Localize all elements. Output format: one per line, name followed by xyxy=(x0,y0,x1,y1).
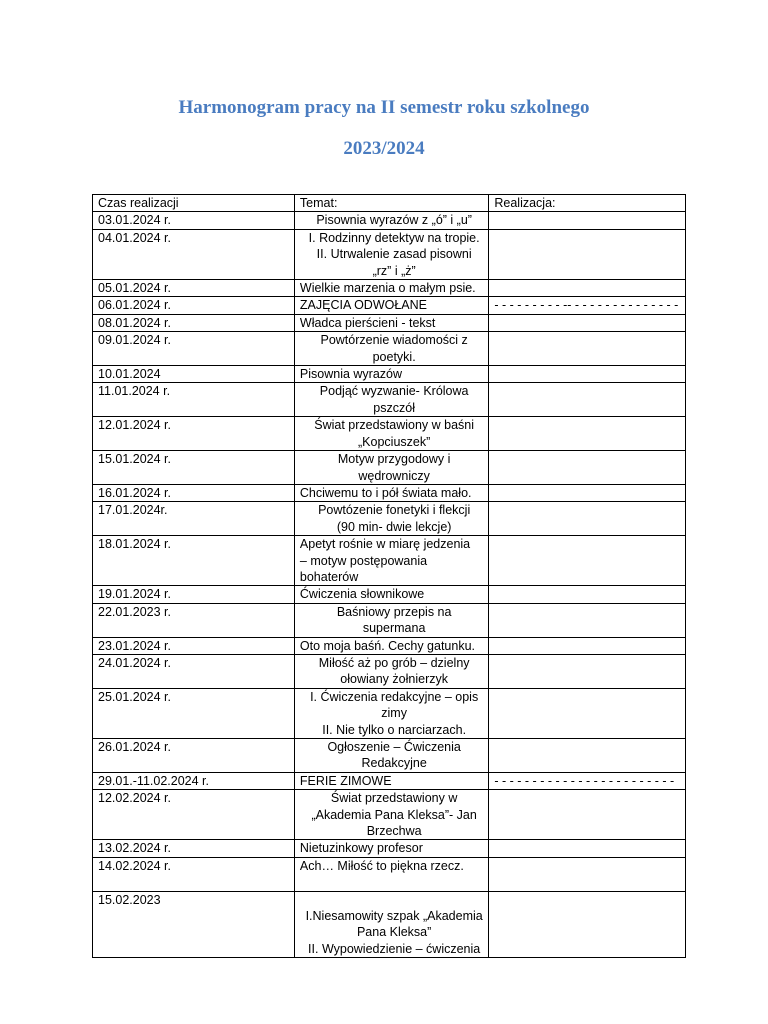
topic-line: Redakcyjne xyxy=(361,756,427,771)
page-subtitle-year: 2023/2024 xyxy=(343,138,425,159)
topic-line: I.Niesamowity szpak „Akademia xyxy=(305,909,483,924)
row-realization xyxy=(489,654,686,688)
row-realization xyxy=(489,790,686,840)
row-topic xyxy=(294,383,488,417)
row-date: 15.02.2023 xyxy=(93,891,295,958)
row-realization xyxy=(489,332,686,366)
row-realization: - - - - - - - - - -- - - - - - - - - - - - - - - xyxy=(489,297,686,314)
row-topic xyxy=(294,502,488,536)
table-row xyxy=(93,772,686,789)
topic-line: II. Utrwalenie zasad pisowni xyxy=(316,247,472,262)
row-topic xyxy=(294,790,488,840)
row-date: 06.01.2024 r. xyxy=(93,297,295,314)
row-date: 29.01.-11.02.2024 r. xyxy=(93,772,295,789)
row-topic xyxy=(294,603,488,637)
table-row xyxy=(93,212,686,229)
topic-line: I. Ćwiczenia redakcyjne – opis xyxy=(310,689,479,704)
topic-line: Świat przedstawiony w baśni xyxy=(314,418,475,433)
table-row xyxy=(93,586,686,603)
row-realization xyxy=(489,603,686,637)
row-topic xyxy=(294,280,488,297)
topic-line: poetyki. xyxy=(372,349,416,364)
row-topic xyxy=(294,484,488,501)
table-row xyxy=(93,451,686,485)
topic-line: „rz” i „ż” xyxy=(372,263,416,278)
topic-line: wędrowniczy xyxy=(358,468,430,483)
topic-line: (90 min- dwie lekcje) xyxy=(336,519,452,534)
table-row xyxy=(93,366,686,383)
row-topic xyxy=(294,314,488,331)
table-row xyxy=(93,857,686,891)
row-date: 15.01.2024 r. xyxy=(93,451,295,485)
topic-line xyxy=(300,874,488,890)
row-realization xyxy=(489,739,686,773)
topic-line: supermana xyxy=(362,621,426,636)
row-topic xyxy=(294,212,488,229)
topic-line: I. Rodzinny detektyw na tropie. xyxy=(308,230,480,245)
table-row xyxy=(93,654,686,688)
table-row xyxy=(93,840,686,857)
table-row xyxy=(93,383,686,417)
row-date: 12.02.2024 r. xyxy=(93,790,295,840)
topic-line: Pisownia wyrazów xyxy=(299,367,403,382)
topic-line: „Akademia Pana Kleksa”- Jan xyxy=(311,807,477,822)
row-date: 23.01.2024 r. xyxy=(93,637,295,654)
topic-line: zimy xyxy=(381,706,407,721)
row-realization xyxy=(489,366,686,383)
table-row xyxy=(93,297,686,314)
topic-line: Apetyt rośnie w miarę jedzenia xyxy=(299,537,471,552)
topic-line: Oto moja baśń. Cechy gatunku. xyxy=(299,638,476,653)
row-date: 11.01.2024 r. xyxy=(93,383,295,417)
schedule-table xyxy=(92,194,686,958)
topic-line: Pisownia wyrazów z „ó” i „u” xyxy=(316,213,472,228)
table-row xyxy=(93,314,686,331)
topic-line: – motyw postępowania xyxy=(299,553,428,568)
row-realization xyxy=(489,229,686,279)
row-date: 22.01.2023 r. xyxy=(93,603,295,637)
row-realization xyxy=(489,280,686,297)
row-date: 25.01.2024 r. xyxy=(93,688,295,738)
row-realization xyxy=(489,451,686,485)
topic-line: Brzechwa xyxy=(366,824,422,839)
topic-line: II. Nie tylko o narciarzach. xyxy=(322,722,467,737)
row-topic xyxy=(294,451,488,485)
row-topic xyxy=(294,857,488,891)
row-topic xyxy=(294,536,488,586)
row-date: 08.01.2024 r. xyxy=(93,314,295,331)
topic-line: Ach… Miłość to piękna rzecz. xyxy=(299,858,464,873)
topic-line: Wielkie marzenia o małym psie. xyxy=(299,281,476,296)
topic-line: Władca pierścieni - tekst xyxy=(299,315,436,330)
topic-line: Świat przedstawiony w xyxy=(330,791,458,806)
row-realization xyxy=(489,891,686,958)
row-date: 16.01.2024 r. xyxy=(93,484,295,501)
row-topic xyxy=(294,229,488,279)
row-topic xyxy=(294,688,488,738)
row-date: 17.01.2024r. xyxy=(93,502,295,536)
table-row xyxy=(93,891,686,958)
row-topic xyxy=(294,586,488,603)
row-realization xyxy=(489,417,686,451)
row-topic xyxy=(294,297,488,314)
topic-line: Chciwemu to i pół świata mało. xyxy=(299,485,472,500)
table-row xyxy=(93,229,686,279)
topic-line: Powtórzenie wiadomości z xyxy=(320,333,468,348)
row-realization xyxy=(489,383,686,417)
topic-line: Pana Kleksa” xyxy=(356,925,432,940)
table-row xyxy=(93,417,686,451)
table-row xyxy=(93,502,686,536)
topic-line: II. Wypowiedzienie – ćwiczenia xyxy=(308,941,481,956)
row-topic xyxy=(294,891,488,958)
topic-line xyxy=(300,892,488,908)
row-topic xyxy=(294,654,488,688)
row-date: 03.01.2024 r. xyxy=(93,212,295,229)
table-row xyxy=(93,280,686,297)
row-date: 12.01.2024 r. xyxy=(93,417,295,451)
row-date: 10.01.2024 xyxy=(93,366,295,383)
row-date: 14.02.2024 r. xyxy=(93,857,295,891)
row-date: 05.01.2024 r. xyxy=(93,280,295,297)
header-realization: Realizacja: xyxy=(489,195,686,212)
table-row xyxy=(93,536,686,586)
table-header-row xyxy=(93,195,686,212)
row-date: 13.02.2024 r. xyxy=(93,840,295,857)
topic-line: Baśniowy przepis na xyxy=(336,604,452,619)
topic-line: Nietuzinkowy profesor xyxy=(299,841,423,856)
header-date: Czas realizacji xyxy=(93,195,295,212)
row-realization xyxy=(489,637,686,654)
table-row xyxy=(93,739,686,773)
row-realization xyxy=(489,536,686,586)
row-date: 24.01.2024 r. xyxy=(93,654,295,688)
topic-line: Miłość aż po grób – dzielny xyxy=(318,655,470,670)
row-date: 04.01.2024 r. xyxy=(93,229,295,279)
topic-line: Powtózenie fonetyki i flekcji xyxy=(318,503,471,518)
topic-line: Ćwiczenia słownikowe xyxy=(299,587,425,602)
row-date: 18.01.2024 r. xyxy=(93,536,295,586)
topic-line: „Kopciuszek” xyxy=(358,434,431,449)
row-realization xyxy=(489,484,686,501)
topic-line: Motyw przygodowy i xyxy=(337,452,451,467)
row-realization xyxy=(489,840,686,857)
table-row xyxy=(93,688,686,738)
table-row xyxy=(93,484,686,501)
row-date: 09.01.2024 r. xyxy=(93,332,295,366)
table-row xyxy=(93,790,686,840)
topic-line: FERIE ZIMOWE xyxy=(299,773,392,788)
row-realization xyxy=(489,688,686,738)
header-topic: Temat: xyxy=(294,195,488,212)
topic-line: Podjąć wyzwanie- Królowa xyxy=(319,384,469,399)
row-realization xyxy=(489,502,686,536)
topic-line: ZAJĘCIA ODWOŁANE xyxy=(299,298,428,313)
topic-line: ołowiany żołnierzyk xyxy=(340,672,448,687)
row-date: 19.01.2024 r. xyxy=(93,586,295,603)
row-date: 26.01.2024 r. xyxy=(93,739,295,773)
row-topic xyxy=(294,332,488,366)
table-row xyxy=(93,332,686,366)
row-topic xyxy=(294,772,488,789)
row-realization xyxy=(489,586,686,603)
table-row xyxy=(93,637,686,654)
row-realization xyxy=(489,857,686,891)
table-row xyxy=(93,603,686,637)
topic-line: pszczół xyxy=(373,400,415,415)
row-topic xyxy=(294,840,488,857)
row-realization xyxy=(489,212,686,229)
row-topic xyxy=(294,637,488,654)
page-title: Harmonogram pracy na II semestr roku szkolnego xyxy=(178,97,590,118)
row-topic xyxy=(294,366,488,383)
row-realization: - - - - - - - - - - - - - - - - - - - - - - - - xyxy=(489,772,686,789)
row-realization xyxy=(489,314,686,331)
row-topic xyxy=(294,739,488,773)
topic-line: Ogłoszenie – Ćwiczenia xyxy=(327,740,461,754)
row-topic xyxy=(294,417,488,451)
topic-line: bohaterów xyxy=(299,569,359,584)
